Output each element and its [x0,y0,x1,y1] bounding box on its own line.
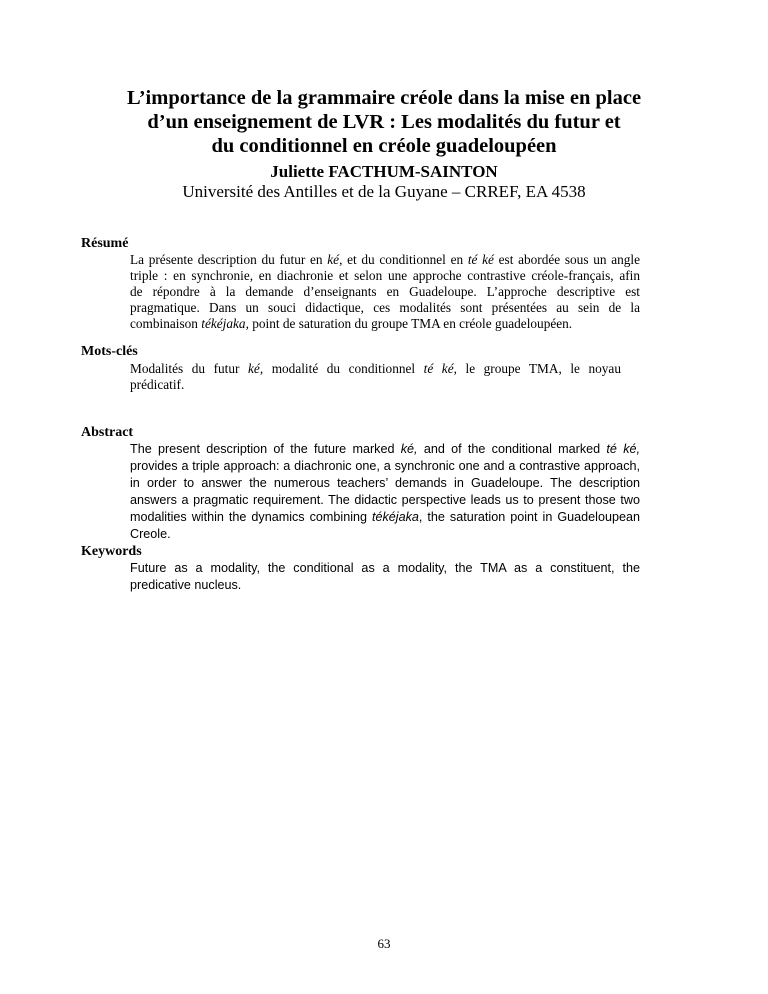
keywords-heading: Keywords [81,544,142,559]
resume-line [130,252,640,268]
text-run: est abordée sous un angle [493,252,640,267]
abstract-text [130,441,640,543]
author-name: Juliette FACTHUM-SAINTON [270,162,498,181]
italic-term: ké [327,252,340,267]
italic-term: tékéjaka [372,510,419,524]
author-affiliation: Université des Antilles et de la Guyane – CRREF, EA 4538 [182,182,586,201]
text-run: , le groupe TMA, le noyau [453,361,621,376]
motscles-heading: Mots-clés [81,344,138,359]
title-line: du conditionnel en créole guadeloupéen [211,135,557,157]
keywords-text [130,560,640,594]
text-run: , modalité du conditionnel [259,361,424,376]
page-number: 63 [377,936,391,951]
abstract-line [130,509,640,526]
motscles-text [130,361,621,393]
text-run: , the saturation point in Guadeloupean [418,510,640,524]
abstract-line: provides a triple approach: a diachronic one, a synchronic one and a contrastive approach, [130,459,640,473]
resume-heading: Résumé [81,236,129,251]
text-run: modalities within the dynamics combining [130,510,372,524]
text-run: combinaison [130,316,202,331]
keywords-line: Future as a modality, the conditional as a modality, the TMA as a constituent, the [130,561,640,575]
italic-term: ké, [400,442,418,456]
abstract-heading: Abstract [81,425,134,440]
title-line: d’un enseignement de LVR : Les modalités du futur et [147,111,621,133]
resume-line: de répondre à la demande d’enseignants en Guadeloupe. L’approche descriptive est [130,284,640,299]
motscles-line: prédicatif. [130,377,185,392]
text-run: , et du conditionnel en [339,252,468,267]
italic-term: té ké [423,361,454,376]
text-run: point de saturation du groupe TMA en créole guadeloupéen. [248,316,573,331]
keywords-line: predicative nucleus. [130,578,242,592]
resume-line: triple : en synchronie, en diachronie et selon une approche contrastive créole-français, afin [130,268,640,283]
abstract-line [130,441,640,458]
resume-line [130,316,640,332]
text-run: and of the conditional marked [417,442,607,456]
resume-text [130,252,640,332]
resume-line: pragmatique. Dans un souci didactique, ces modalités sont présentées au sein de la [130,300,640,315]
title-line: L’importance de la grammaire créole dans la mise en place [126,87,642,109]
text-run: Modalités du futur [130,361,248,376]
paper-title [80,86,688,158]
abstract-line: answers a pragmatic requirement. The didactic perspective leads us to present those two [130,493,640,507]
text-run: The present description of the future marked [130,442,401,456]
abstract-line: Creole. [130,527,171,541]
text-run: La présente description du futur en [130,252,328,267]
italic-term: té ké, [606,442,640,456]
motscles-line [130,361,621,377]
italic-term: té ké [467,252,494,267]
abstract-line: in order to answer the numerous teachers’ demands in Guadeloupe. The description [130,476,640,490]
italic-term: tékéjaka, [201,316,249,331]
italic-term: ké [248,361,260,376]
